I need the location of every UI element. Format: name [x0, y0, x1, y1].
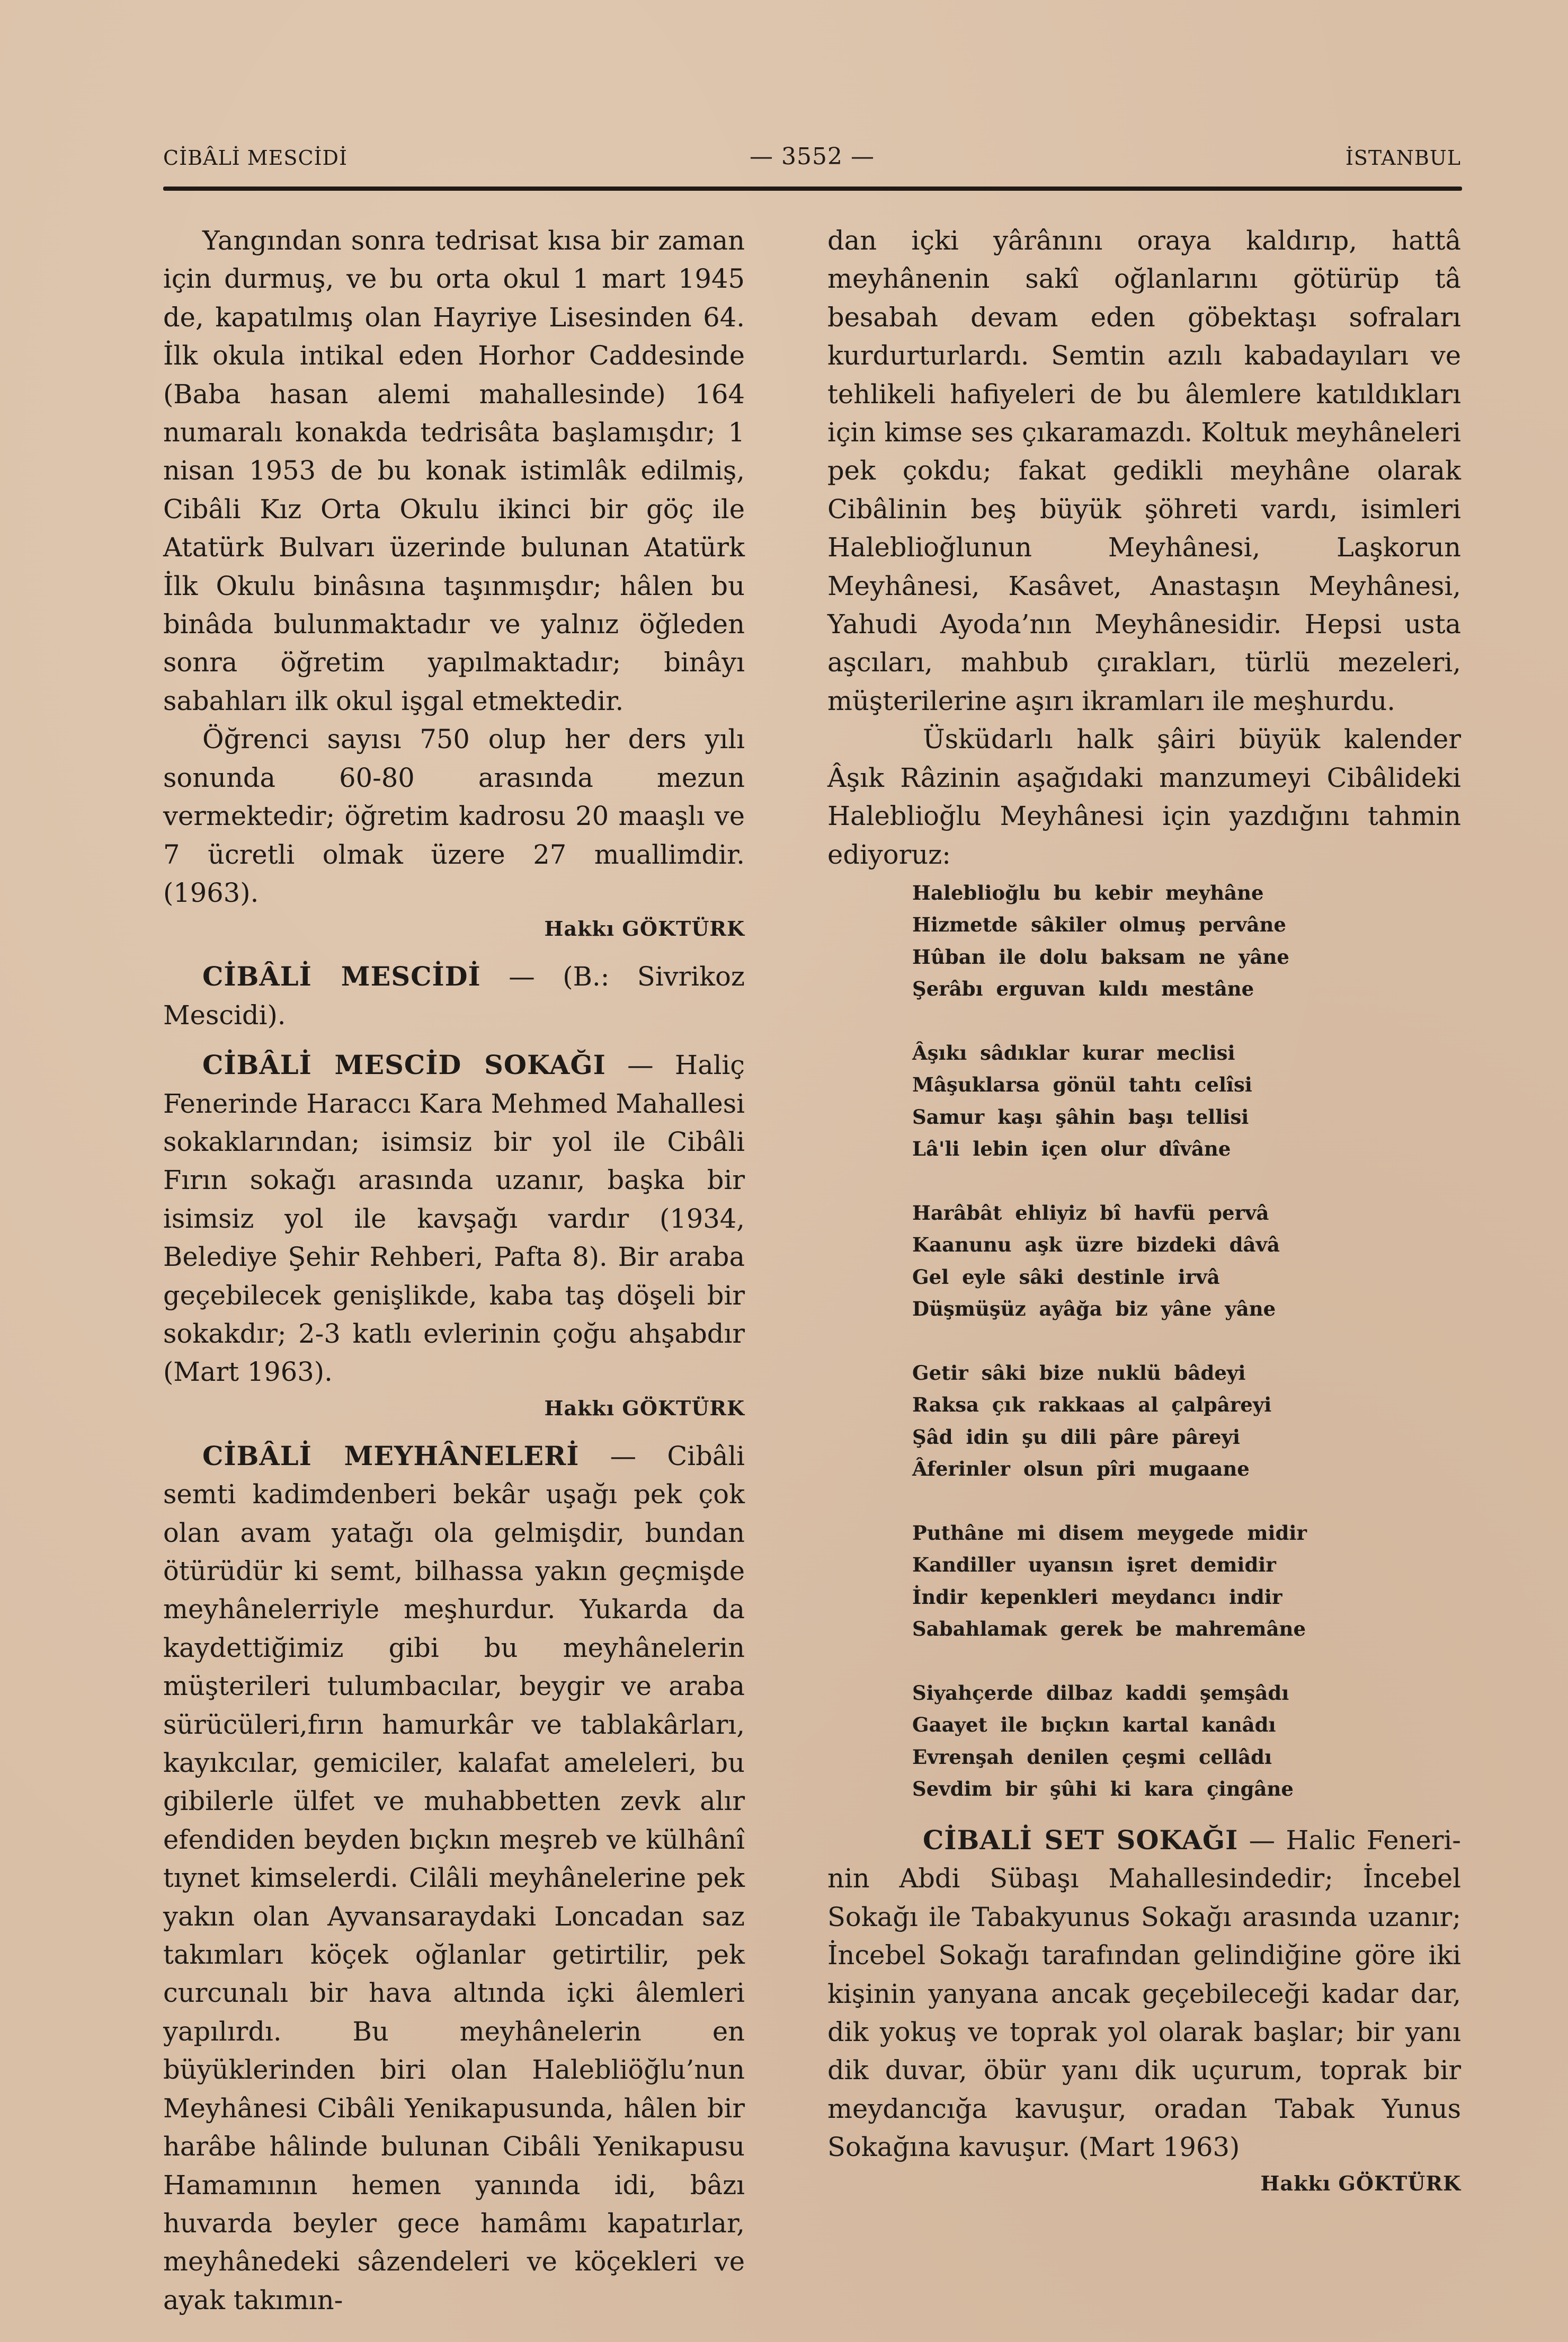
- poem-line: Getir sâki bize nuklü bâdeyi: [912, 1361, 1246, 1385]
- entry-meyhaneleri: [163, 1437, 745, 2319]
- author-signature: Hakkı GÖKTÜRK: [544, 1396, 745, 1420]
- poem-line: Gaayet ile bıçkın kartal kanâdı: [912, 1713, 1276, 1737]
- header-entry-title: CİBÂLİ MESCİDİ: [163, 146, 348, 170]
- entry-title: CİBALİ SET SOKAĞI: [923, 1824, 1239, 1856]
- left-column: [163, 221, 745, 2319]
- poem-line: Evrenşah denilen çeşmi cellâdı: [912, 1745, 1272, 1769]
- poem-line: Puthâne mi disem meygede midir: [912, 1521, 1307, 1545]
- running-header: [163, 143, 1461, 175]
- header-volume-title: İSTANBUL: [1345, 146, 1461, 170]
- entry-title: CİBÂLİ MEYHÂNELERİ: [202, 1440, 580, 1471]
- poem-line: Sevdim bir şûhi ki kara çingâne: [912, 1777, 1294, 1801]
- poem-line: Mâşuklarsa gönül tahtı celîsi: [912, 1073, 1252, 1097]
- poem-stanza: [912, 1677, 1461, 1805]
- header-rule: [163, 187, 1462, 191]
- poem-line: Hizmetde sâkiler olmuş pervâne: [912, 913, 1286, 937]
- right-column: [827, 221, 1461, 2201]
- poem-line: Hûban ile dolu baksam ne yâne: [912, 945, 1289, 969]
- poem-line: Kandiller uyansın işret demidir: [912, 1553, 1276, 1577]
- poem-line: Şerâbı erguvan kıldı mestâne: [912, 977, 1254, 1001]
- poem-stanza: [912, 1197, 1461, 1325]
- entry-set-sokagi: [827, 1821, 1461, 2167]
- poem-line: Âşıkı sâdıklar kurar meclisi: [912, 1041, 1235, 1064]
- paragraph: Üsküdarlı halk şâiri büyük kalender Âşık Râzinin aşağıdaki manzumeyi Cibâlideki Haleblioğlu Meyhânesi için yazdığını tahmin ediyoruz:: [827, 724, 1461, 870]
- poem-line: Raksa çık rakkaas al çalpâreyi: [912, 1393, 1272, 1417]
- paragraph: dan içki yârânını oraya kaldırıp, hattâ meyhânenin sakî oğlanlarını götürüp tâ besabah devam eden göbektaşı sofraları kurdurturlardı. Semtin azılı kabadayıları ve tehlikeli hafiyeleri de bu âlemlere katıldıkları için kimse ses çıkaramazdı. Koltuk meyhâneleri pek çokdu; fakat gedikli meyhâne olarak Cibâlinin beş büyük şöhreti vardı, isimleri Haleblioğlunun Meyhânesi, Laşkorun Meyhânesi, Kasâvet, Anastaşın Meyhânesi, Yahudi Ayoda’nın Meyhânesidir. Hepsi usta aşcıları, mahbub çırakları, türlü mezeleri, müşterilerine aşırı ikramları ile meşhurdu.: [827, 225, 1461, 716]
- entry-text: — (B.: Sivrikoz Mescidi).: [163, 961, 745, 1031]
- poem-line: Samur kaşı şâhin başı tellisi: [912, 1105, 1249, 1129]
- author-signature: Hakkı GÖKTÜRK: [544, 917, 745, 941]
- entry-mescidi: [163, 957, 745, 1034]
- poem-line: Düşmüşüz ayâğa biz yâne yâne: [912, 1297, 1276, 1321]
- paragraph: Yangından sonra tedrisat kısa bir zaman için durmuş, ve bu orta okul 1 mart 1945 de, kapatılmış olan Hayriye Lisesinden 64. İlk okula intikal eden Horhor Caddesinde (Baba hasan alemi mahallesinde) 164 numaralı konakda tedrisâta başlamışdır; 1 nisan 1953 de bu konak istimlâk edilmiş, Cibâli Kız Orta Okulu ikinci bir göç ile Atatürk Bulvarı üzerinde bulunan Atatürk İlk Okulu binâsına taşınmışdır; hâlen bu binâda bulunmaktadır ve yalnız öğleden sonra öğretim yapılmaktadır; binâyı sabahları ilk okul işgal etmektedir.: [163, 225, 745, 716]
- entry-text: — Haliç Fenerinde Haraccı Kara Mehmed Mahallesi sokaklarından; isimsiz bir yol ile Cibâli Fırın sokağı arasında uzanır, başka bir isimsiz yol ile kavşağı vardır (1934, Belediye Şehir Rehberi, Pafta 8). Bir araba geçebilecek genişlikde, kaba taş döşeli bir sokakdır; 2-3 katlı evlerinin çoğu ahşabdır (Mart 1963).: [163, 1050, 745, 1388]
- poem-stanza: [912, 1037, 1461, 1165]
- poem-stanza: [912, 1357, 1461, 1485]
- poem: [912, 877, 1461, 1805]
- poem-stanza: [912, 1517, 1461, 1645]
- poem-stanza: [912, 877, 1461, 1005]
- poem-line: İndir kepenkleri meydancı indir: [912, 1585, 1282, 1609]
- poem-line: Şâd idin şu dili pâre pâreyi: [912, 1425, 1240, 1449]
- entry-mescid-sokagi: [163, 1046, 745, 1391]
- poem-line: Âferinler olsun pîri mugaane: [912, 1457, 1250, 1481]
- paragraph: Öğrenci sayısı 750 olup her ders yılı sonunda 60-80 arasında mezun vermektedir; öğretim kadrosu 20 maaşlı ve 7 ücretli olmak üzere 27 muallimdir. (1963).: [163, 724, 745, 908]
- entry-title: CİBÂLİ MESCİD SOKAĞI: [202, 1050, 606, 1081]
- poem-line: Lâ'li lebin içen olur dîvâne: [912, 1137, 1231, 1161]
- author-signature: Hakkı GÖKTÜRK: [1260, 2171, 1461, 2195]
- entry-text: — Halic Fenerinin Abdi Sübaşı Mahallesindedir; İncebel Sokağı ile Tabakyunus Sokağı arasında uzanır; İncebel Sokağı tarafından gelindiğine göre iki kişinin yanyana ancak geçebileceği kadar dar, dik yokuş ve toprak yol olarak başlar; bir yanı dik duvar, öbür yanı dik uçurum, toprak bir meydancığa kavuşur, oradan Tabak Yunus Sokağına kavuşur. (Mart 1963): [827, 1824, 1461, 2163]
- entry-title: CİBÂLİ MESCİDİ: [202, 961, 481, 992]
- poem-line: Harâbât ehliyiz bî havfü pervâ: [912, 1201, 1269, 1225]
- poem-line: Sabahlamak gerek be mahremâne: [912, 1617, 1306, 1641]
- poem-line: Siyahçerde dilbaz kaddi şemşâdı: [912, 1681, 1289, 1705]
- poem-line: Haleblioğlu bu kebir meyhâne: [912, 881, 1264, 904]
- page-number: — 3552 —: [750, 143, 875, 170]
- entry-text: — Cibâli semti kadimdenberi bekâr uşağı pek çok olan avam yatağı ola gelmişdir, bundan ötürüdür ki semt, bilhassa yakın geçmişde meyhânelerriyle meşhurdur. Yukarda da kaydettiğimiz gibi bu meyhânelerin müşterileri tulumbacılar, beygir ve araba sürücüleri,fırın hamurkâr ve tablakârları, kayıkcılar, gemiciler, kalafat ameleleri, bu gibilerle ülfet ve muhabbetten zevk alır efendiden beyden bıçkın meşreb ve külhânî tıynet kimselerdi. Cilâli meyhânelerine pek yakın olan Ayvansaraydaki Loncadan saz takımları köçek oğlanlar getirtilir, pek curcunalı bir hava altında içki âlemleri yapılırdı. Bu meyhânelerin en büyüklerinden biri olan Halebliöğlu’nun Meyhânesi Cibâli Yenikapusunda, hâlen bir harâbe hâlinde bulunan Cibâli Yenikapusu Hamamının hemen yanında idi, bâzı huvarda beyler gece hamâmı kapatırlar, meyhânedeki sâzendeleri ve köçekleri ve ayak takımın-: [163, 1440, 745, 2316]
- poem-line: Kaanunu aşk üzre bizdeki dâvâ: [912, 1233, 1280, 1257]
- poem-line: Gel eyle sâki destinle irvâ: [912, 1265, 1220, 1289]
